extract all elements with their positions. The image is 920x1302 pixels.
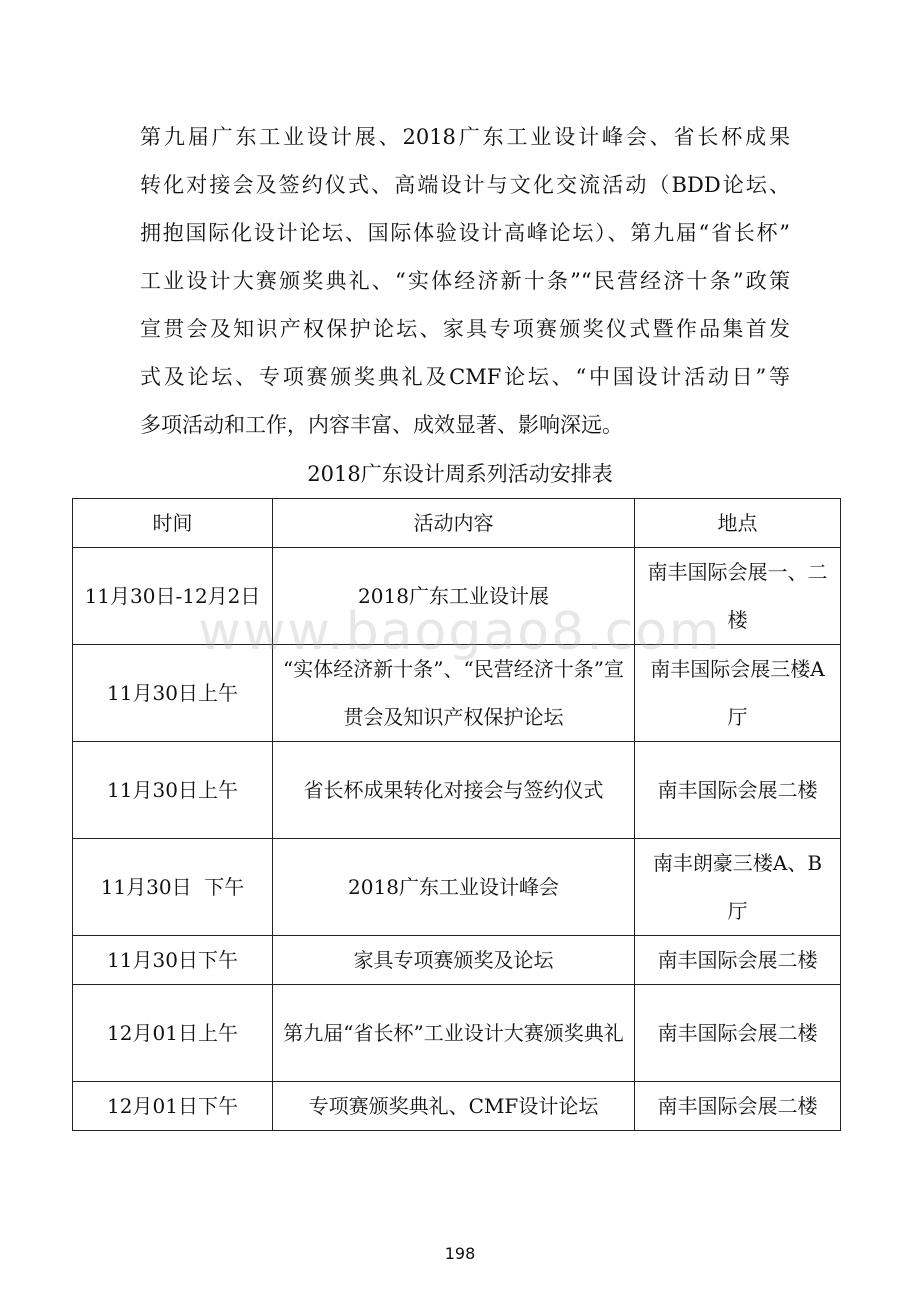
body-paragraph bbox=[140, 113, 790, 449]
cell-place: 南丰朗豪三楼A、B厅 bbox=[635, 839, 841, 936]
cell-place: 南丰国际会展二楼 bbox=[635, 742, 841, 839]
header-time: 时间 bbox=[73, 499, 273, 548]
header-content: 活动内容 bbox=[273, 499, 635, 548]
cell-time: 12月01日下午 bbox=[73, 1082, 273, 1131]
cell-content: 2018广东工业设计峰会 bbox=[273, 839, 635, 936]
table-title: 2018广东设计周系列活动安排表 bbox=[307, 462, 613, 486]
cell-time: 11月30日-12月2日 bbox=[73, 548, 273, 645]
page-number: 198 bbox=[444, 1244, 476, 1263]
table-row bbox=[73, 985, 841, 1082]
paragraph-line: 多项活动和工作，内容丰富、成效显著、影响深远。 bbox=[140, 413, 623, 437]
schedule-table bbox=[72, 498, 841, 1131]
table-row bbox=[73, 1082, 841, 1131]
cell-content: “实体经济新十条”、“民营经济十条”宣贯会及知识产权保护论坛 bbox=[273, 645, 635, 742]
paragraph-line: 宣贯会及知识产权保护论坛、家具专项赛颁奖仪式暨作品集首发 bbox=[140, 317, 790, 341]
cell-place: 南丰国际会展二楼 bbox=[635, 985, 841, 1082]
table-header-row bbox=[73, 499, 841, 548]
table-row bbox=[73, 936, 841, 985]
table-row bbox=[73, 548, 841, 645]
cell-time: 11月30日上午 bbox=[73, 645, 273, 742]
cell-place: 南丰国际会展三楼A厅 bbox=[635, 645, 841, 742]
paragraph-line: 转化对接会及签约仪式、高端设计与文化交流活动（BDD论坛、 bbox=[140, 173, 790, 197]
table-row bbox=[73, 839, 841, 936]
table-row bbox=[73, 645, 841, 742]
header-place: 地点 bbox=[635, 499, 841, 548]
cell-content: 省长杯成果转化对接会与签约仪式 bbox=[273, 742, 635, 839]
cell-time: 11月30日下午 bbox=[73, 936, 273, 985]
paragraph-line: 式及论坛、专项赛颁奖典礼及CMF论坛、“中国设计活动日”等 bbox=[140, 365, 790, 389]
cell-place: 南丰国际会展二楼 bbox=[635, 1082, 841, 1131]
paragraph-line: 第九届广东工业设计展、2018广东工业设计峰会、省长杯成果 bbox=[140, 125, 790, 149]
cell-time: 12月01日上午 bbox=[73, 985, 273, 1082]
cell-content: 第九届“省长杯”工业设计大赛颁奖典礼 bbox=[273, 985, 635, 1082]
cell-place: 南丰国际会展一、二楼 bbox=[635, 548, 841, 645]
cell-time: 11月30日上午 bbox=[73, 742, 273, 839]
cell-content: 家具专项赛颁奖及论坛 bbox=[273, 936, 635, 985]
cell-content: 专项赛颁奖典礼、CMF设计论坛 bbox=[273, 1082, 635, 1131]
cell-time: 11月30日 下午 bbox=[73, 839, 273, 936]
cell-place: 南丰国际会展二楼 bbox=[635, 936, 841, 985]
paragraph-line: 工业设计大赛颁奖典礼、“实体经济新十条”“民营经济十条”政策 bbox=[140, 269, 790, 293]
watermark: www.baogao8.com bbox=[198, 602, 722, 662]
paragraph-line: 拥抱国际化设计论坛、国际体验设计高峰论坛）、第九届“省长杯” bbox=[140, 221, 790, 245]
table-row bbox=[73, 742, 841, 839]
cell-content: 2018广东工业设计展 bbox=[273, 548, 635, 645]
